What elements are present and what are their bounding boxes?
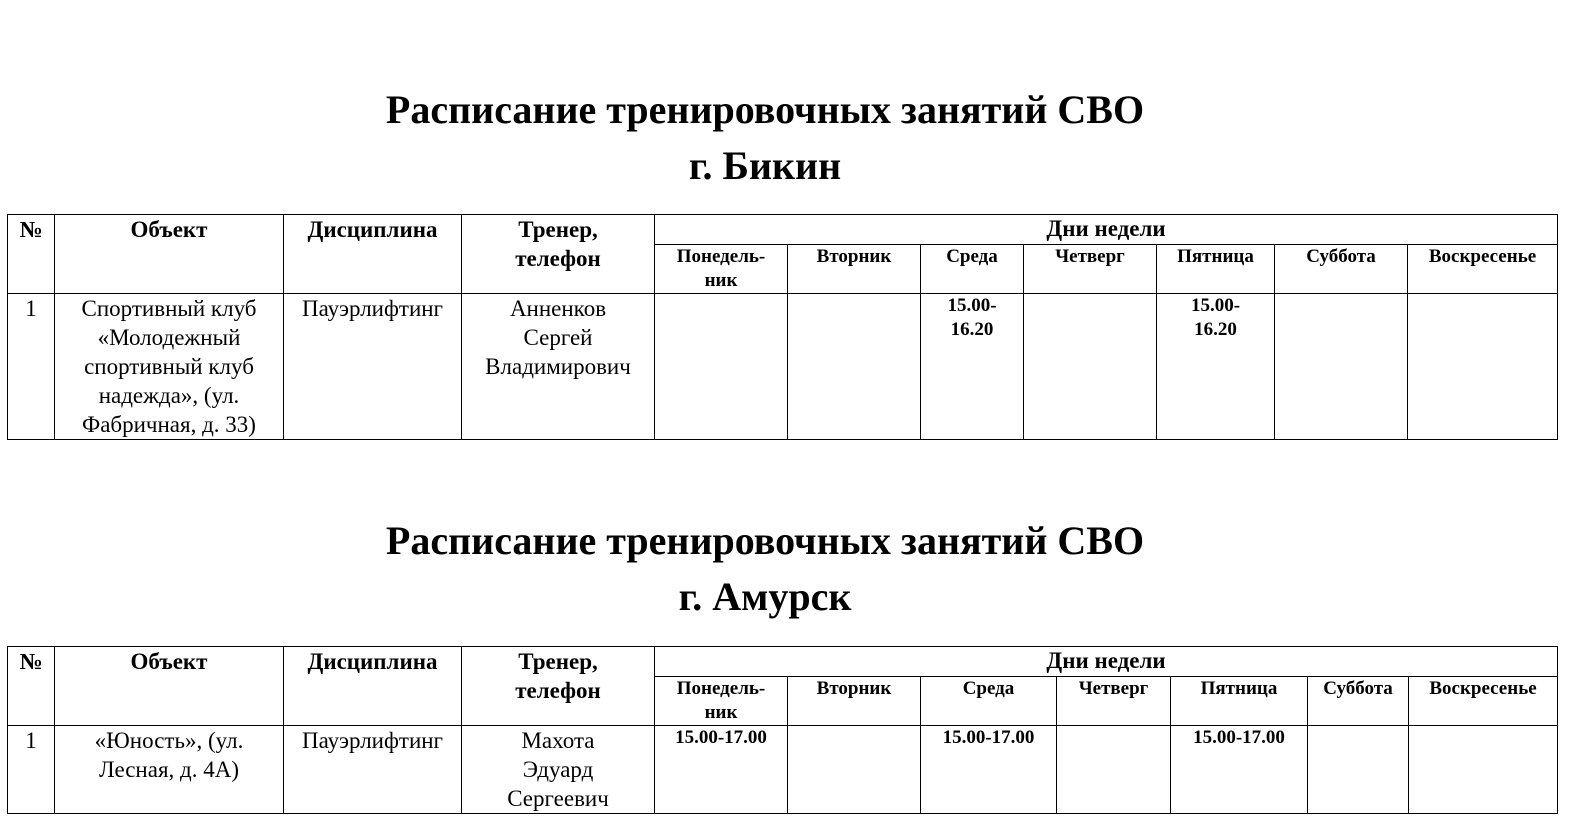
- cell-trainer: Анненков Сергей Владимирович: [462, 294, 655, 440]
- header-saturday: Суббота: [1308, 677, 1409, 726]
- title-line-2: г. Амурск: [678, 574, 852, 619]
- header-thursday: Четверг: [1024, 245, 1157, 294]
- cell-thursday: [1024, 294, 1157, 440]
- cell-friday: 15.00-16.20: [1157, 294, 1275, 440]
- cell-saturday: [1308, 726, 1409, 814]
- cell-monday: [655, 294, 788, 440]
- header-tuesday: Вторник: [788, 245, 921, 294]
- cell-object: «Юность», (ул. Лесная, д. 4А): [55, 726, 284, 814]
- header-friday: Пятница: [1171, 677, 1308, 726]
- header-num: №: [8, 215, 55, 294]
- schedule-title-amursk: [0, 513, 1530, 625]
- cell-num: 1: [8, 726, 55, 814]
- cell-num: 1: [8, 294, 55, 440]
- header-discipline: Дисциплина: [284, 215, 462, 294]
- header-tuesday: Вторник: [788, 677, 921, 726]
- cell-saturday: [1275, 294, 1408, 440]
- table-row: [8, 294, 1558, 440]
- cell-trainer: Махота Эдуард Сергеевич: [462, 726, 655, 814]
- cell-thursday: [1057, 726, 1171, 814]
- header-thursday: Четверг: [1057, 677, 1171, 726]
- header-discipline: Дисциплина: [284, 647, 462, 726]
- header-trainer: Тренер, телефон: [462, 647, 655, 726]
- cell-sunday: [1409, 726, 1558, 814]
- schedule-table-bikin: [7, 214, 1558, 440]
- title-line-2: г. Бикин: [688, 143, 842, 188]
- cell-sunday: [1408, 294, 1558, 440]
- header-days-of-week: Дни недели: [655, 647, 1558, 677]
- cell-wednesday: 15.00-16.20: [921, 294, 1024, 440]
- header-sunday: Воскресенье: [1409, 677, 1558, 726]
- header-object: Объект: [55, 215, 284, 294]
- header-monday: Понедель-ник: [655, 245, 788, 294]
- cell-monday: 15.00-17.00: [655, 726, 788, 814]
- header-sunday: Воскресенье: [1408, 245, 1558, 294]
- header-trainer: Тренер, телефон: [462, 215, 655, 294]
- cell-discipline: Пауэрлифтинг: [284, 294, 462, 440]
- header-days-of-week: Дни недели: [655, 215, 1558, 245]
- header-friday: Пятница: [1157, 245, 1275, 294]
- header-wednesday: Среда: [921, 245, 1024, 294]
- header-object: Объект: [55, 647, 284, 726]
- header-wednesday: Среда: [921, 677, 1057, 726]
- cell-object: Спортивный клуб «Молодежный спортивный клуб надежда», (ул. Фабричная, д. 33): [55, 294, 284, 440]
- cell-tuesday: [788, 726, 921, 814]
- cell-tuesday: [788, 294, 921, 440]
- cell-discipline: Пауэрлифтинг: [284, 726, 462, 814]
- cell-friday: 15.00-17.00: [1171, 726, 1308, 814]
- table-row: [8, 726, 1558, 814]
- title-line-1: Расписание тренировочных занятий СВО: [385, 518, 1145, 563]
- schedule-table-amursk: [7, 646, 1558, 814]
- header-num: №: [8, 647, 55, 726]
- cell-wednesday: 15.00-17.00: [921, 726, 1057, 814]
- header-saturday: Суббота: [1275, 245, 1408, 294]
- header-monday: Понедель-ник: [655, 677, 788, 726]
- schedule-title-bikin: [0, 82, 1530, 194]
- title-line-1: Расписание тренировочных занятий СВО: [385, 87, 1145, 132]
